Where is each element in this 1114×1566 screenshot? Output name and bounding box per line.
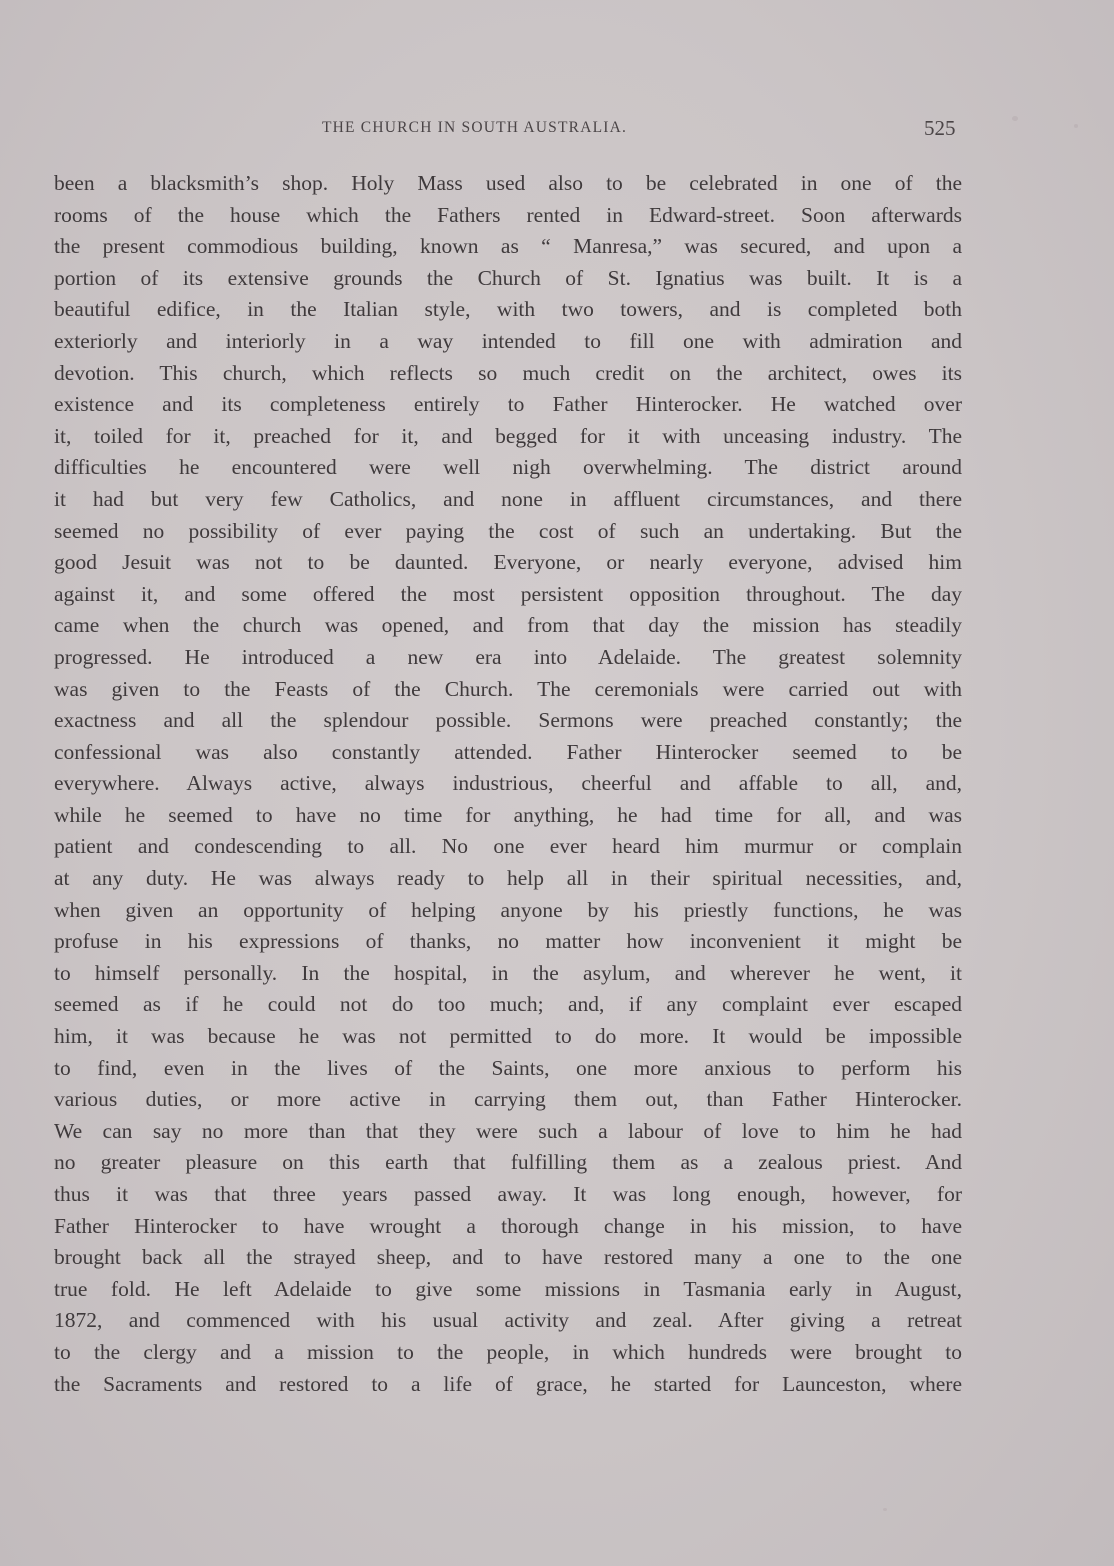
text-line: 1872, and commenced with his usual activity and zeal. After giving a retreat — [54, 1308, 962, 1333]
text-line: confessional was also constantly attended. Father Hinterocker seemed to be — [54, 739, 962, 764]
text-line: Father Hinterocker to have wrought a thorough change in his mission, to have — [54, 1213, 962, 1238]
text-line: it, toiled for it, preached for it, and begged for it with unceasing industry. The — [54, 423, 962, 448]
text-line: when given an opportunity of helping anyone by his priestly functions, he was — [54, 897, 962, 922]
text-line: against it, and some offered the most persistent opposition throughout. The day — [54, 581, 962, 606]
text-line: been a blacksmith’s shop. Holy Mass used also to be celebrated in one of the — [54, 171, 962, 195]
text-line: the present commodious building, known as “ Manresa,” was secured, and upon a — [54, 234, 962, 259]
paper-speck — [1012, 116, 1018, 121]
text-line: him, it was because he was not permitted to do more. It would be impossible — [54, 1024, 962, 1049]
text-line: exteriorly and interiorly in a way intended to fill one with admiration and — [54, 328, 962, 353]
text-line: seemed no possibility of ever paying the cost of such an undertaking. But the — [54, 518, 962, 543]
text-line: it had but very few Catholics, and none in affluent circumstances, and there — [54, 486, 962, 511]
text-line: while he seemed to have no time for anything, he had time for all, and was — [54, 802, 962, 827]
text-line: was given to the Feasts of the Church. The ceremonials were carried out with — [54, 676, 962, 701]
text-line: patient and condescending to all. No one ever heard him murmur or complain — [54, 834, 962, 859]
text-line: portion of its extensive grounds the Church of St. Ignatius was built. It is a — [54, 265, 962, 290]
text-line: various duties, or more active in carrying them out, than Father Hinterocker. — [54, 1087, 962, 1112]
text-line: existence and its completeness entirely to Father Hinterocker. He watched over — [54, 392, 962, 417]
paper-speck — [883, 1508, 887, 1511]
text-line: exactness and all the splendour possible. Sermons were preached constantly; the — [54, 708, 962, 733]
text-line: seemed as if he could not do too much; and, if any complaint ever escaped — [54, 992, 962, 1017]
text-line: to find, even in the lives of the Saints, one more anxious to perform his — [54, 1055, 962, 1080]
text-line: the Sacraments and restored to a life of grace, he started for Launceston, where — [54, 1371, 962, 1396]
text-line: came when the church was opened, and from that day the mission has steadily — [54, 613, 962, 638]
text-line: thus it was that three years passed away. It was long enough, however, for — [54, 1182, 962, 1206]
text-line: good Jesuit was not to be daunted. Everyone, or nearly everyone, advised him — [54, 550, 962, 575]
paper-speck — [1074, 124, 1078, 128]
text-line: beautiful edifice, in the Italian style, with two towers, and is completed both — [54, 297, 962, 322]
text-line: to the clergy and a mission to the people, in which hundreds were brought to — [54, 1339, 962, 1364]
text-line: profuse in his expressions of thanks, no matter how inconvenient it might be — [54, 929, 962, 954]
text-line: progressed. He introduced a new era into Adelaide. The greatest solemnity — [54, 644, 962, 669]
text-line: rooms of the house which the Fathers rented in Edward-street. Soon afterwards — [54, 202, 962, 227]
page-number: 525 — [924, 116, 956, 140]
text-line: at any duty. He was always ready to help all in their spiritual necessities, and, — [54, 866, 962, 891]
body-text — [54, 168, 962, 1400]
text-line: true fold. He left Adelaide to give some missions in Tasmania early in August, — [54, 1276, 962, 1301]
text-line: no greater pleasure on this earth that fulfilling them as a zealous priest. And — [54, 1150, 962, 1175]
running-title: THE CHURCH IN SOUTH AUSTRALIA. — [322, 119, 628, 136]
text-line: devotion. This church, which reflects so much credit on the architect, owes its — [54, 360, 962, 385]
text-line: We can say no more than that they were such a labour of love to him he had — [54, 1118, 962, 1143]
text-line: everywhere. Always active, always industrious, cheerful and affable to all, and, — [54, 771, 962, 796]
text-line: to himself personally. In the hospital, in the asylum, and wherever he went, it — [54, 960, 962, 985]
text-line: difficulties he encountered were well nigh overwhelming. The district around — [54, 455, 962, 480]
text-line: brought back all the strayed sheep, and to have restored many a one to the one — [54, 1245, 962, 1270]
